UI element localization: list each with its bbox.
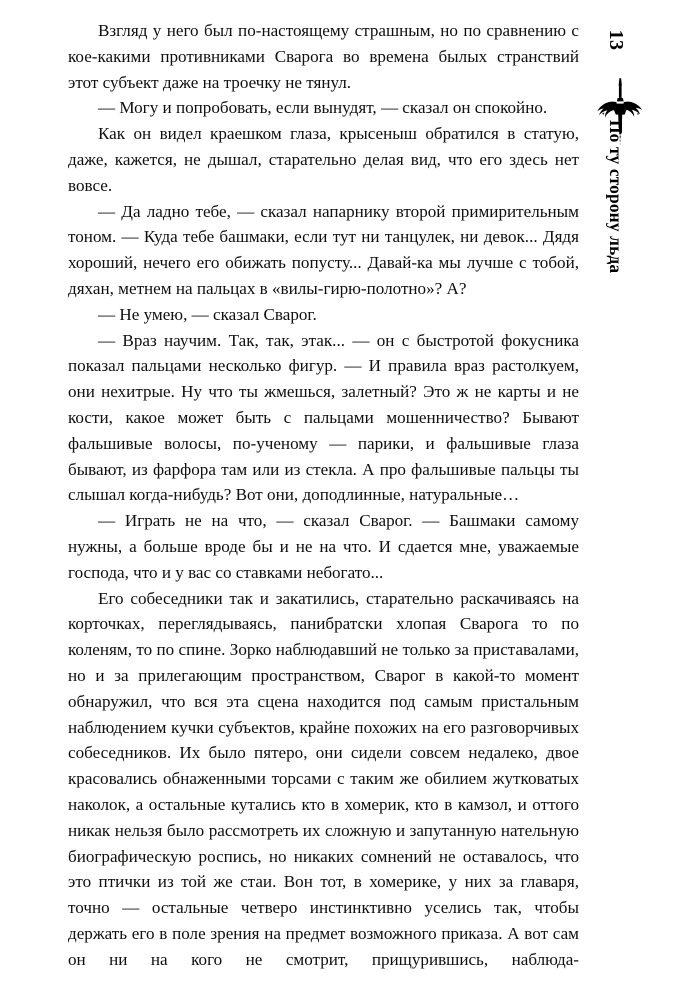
paragraph: — Могу и попробовать, если вынудят, — сказал он спокойно. bbox=[98, 98, 548, 118]
page-margin-rail bbox=[590, 0, 684, 1000]
paragraph: Взгляд у него был по-настоящему страшным, но по сравнению с кое-какими противниками Сварога во времена былых странствий этот субъект даже на троечку не тянул. bbox=[68, 21, 579, 92]
paragraph: — Не умею, — сказал Сварог. bbox=[98, 304, 317, 324]
paragraph: Как он видел краешком глаза, крысеныш обратился в статую, даже, кажется, не дышал, старательно делая вид, что его здесь нет вовсе. bbox=[68, 124, 579, 195]
running-title: По ту сторону льда bbox=[606, 120, 627, 274]
page-number: 13 bbox=[605, 29, 628, 51]
paragraph: Его собеседники так и закатились, старательно раскачиваясь на корточках, переглядываясь, панибратски хлопая Сварога то по коленям, то по спине. Зорко наблюдавший не только за приставалами, но и за прилегающим пространством, Сварог в какой-то момент обнаружил, что вся эта сцена находится под самым пристальным наблюдением кучки субъектов, крайне похожих на его разговорчивых собеседников. Их было пятеро, они сидели совсем недалеко, двое красовались обнаженными торсами с таким же обилием жутковатых наколок, а остальные кутались кто в хомерик, кто в камзол, и оттого никак нельзя было рассмотреть их сложную и запутанную нательную биографическую роспись, но никаких сомнений не оставалось, что это птички из той же стаи. Вон тот, в хомерике, у них за главаря, точно — остальные четверо инстинктивно уселись так, чтобы держать его в поле зрения на предмет возможного приказа. А вот сам он ни на кого не смотрит, прищурившись, наблюда- bbox=[68, 588, 579, 969]
page-body-text bbox=[68, 18, 579, 972]
paragraph: — Да ладно тебе, — сказал напарнику второй примирительным тоном. — Куда тебе башмаки, если тут ни танцулек, ни девок... Дядя хороший, нечего его обижать попусту... Давай-ка мы лучше с тобой, дяхан, метнем на пальцах в «вилы-гирю-полотно»? А? bbox=[68, 201, 579, 298]
paragraph: — Играть не на что, — сказал Сварог. — Башмаки самому нужны, а больше вроде бы и не на что. И сдается мне, уважаемые господа, что и у вас со ставками небогато... bbox=[68, 511, 579, 582]
paragraph: — Враз научим. Так, так, этак... — он с быстротой фокусника показал пальцами несколько фигур. — И правила враз растолкуем, они нехитрые. Ну что ты жмешься, залетный? Это ж не карты и не кости, какое может быть с пальцами мошенничество? Бывают фальшивые волосы, по-ученому — парики, и фальшивые глаза бывают, из фарфора там или из стекла. А про фальшивые пальцы ты слышал когда-нибудь? Вот они, доподлинные, натуральные… bbox=[68, 330, 579, 505]
